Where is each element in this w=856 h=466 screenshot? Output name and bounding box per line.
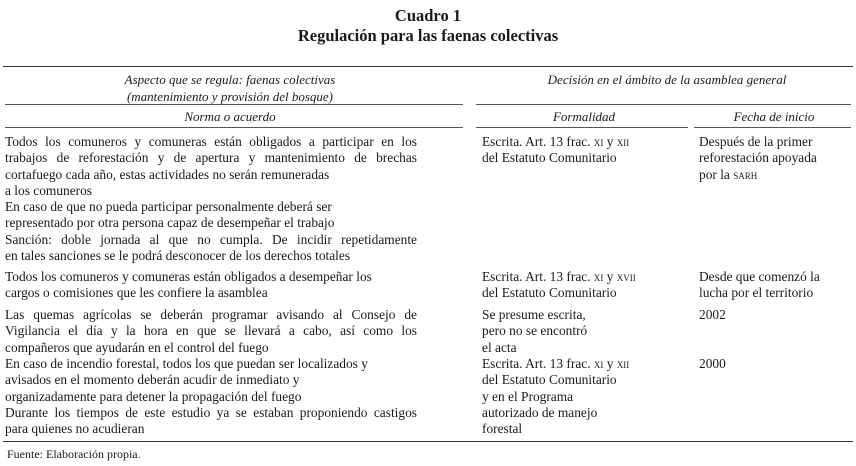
norma-line: a los comuneros [5,182,93,198]
header-aspecto-line1: Aspecto que se regula: faenas colectivas [124,72,336,87]
norma-line: En caso de incendio forestal, todos los que puedan ser localizados y [5,356,368,371]
table-row-2-norma [5,269,417,302]
formalidad-line: forestal [482,421,523,437]
norma-line: Las quemas agrícolas se deberán programar avisando al Consejo de [5,307,417,322]
formalidad-line: Escrita. Art. 13 frac. xi y xvii [482,269,636,284]
header-bottom-rule-right [694,127,851,128]
header-formalidad: Formalidad [552,109,616,124]
formalidad-line: Escrita. Art. 13 frac. xi y xii [482,134,630,149]
formalidad-line: autorizado de manejo [482,404,598,420]
norma-line: Todos los comuneros y comuneras están obligados a desempeñar los [5,269,372,284]
norma-line: representado por otra persona capaz de desempeñar el trabajo [5,215,335,231]
fecha-line: 2002 [699,307,726,322]
norma-line: organizadamente para detener la propagación del fuego [5,388,302,404]
table-row-4-formalidad [482,356,687,437]
formalidad-line: del Estatuto Comunitario [482,372,617,388]
table-subtitle: Regulación para las faenas colectivas [297,26,559,45]
top-rule [3,66,853,67]
formalidad-line: el acta [482,339,517,355]
header-bottom-rule-left [5,127,463,128]
norma-line: En caso de que no pueda participar personalmente deberá ser [5,199,332,215]
norma-line: cargos o comisiones que les confiere la asamblea [5,285,268,301]
header-aspecto-line2: (mantenimiento y provisión del bosque) [126,89,334,104]
header-fecha: Fecha de inicio [733,109,815,124]
table-row-4-norma [5,356,417,437]
table-title: Cuadro 1 [394,6,462,25]
norma-line: cortafuego cada año, estas actividades no serán remuneradas [5,166,330,182]
header-aspecto [60,71,400,105]
norma-line: trabajos de reforestación y de apertura y mantenimiento de brechas [5,150,417,166]
fecha-line: reforestación apoyada [699,150,817,166]
norma-line: avisados en el momento deberán acudir de inmediato y [5,372,300,388]
norma-line: Sanción: doble jornada al que no cumpla. De incidir repetidamente [5,231,417,247]
fecha-line: Después de la primer [699,134,813,149]
table-row-4-fecha [699,356,851,372]
header-bottom-rule-mid [476,127,688,128]
table-row-3-formalidad [482,307,687,356]
table-row-2-formalidad [482,269,687,302]
table-row-3-norma [5,307,417,356]
norma-line: en tales sanciones se le podrá desconocer de los derechos totales [5,248,351,264]
norma-line: para quienes no acudieran [5,421,145,437]
table-row-2-fecha [699,269,851,302]
source-note: Fuente: Elaboración propia. [7,447,141,461]
fecha-line: Desde que comenzó la [699,269,820,284]
table-row-1-fecha [699,134,851,183]
header-rule-left [5,104,463,105]
formalidad-line: Se presume escrita, [482,307,586,322]
fecha-line: 2000 [699,356,726,371]
formalidad-line: del Estatuto Comunitario [482,150,617,166]
header-decision: Decisión en el ámbito de la asamblea general [547,72,787,87]
table-row-1-formalidad [482,134,687,167]
header-norma: Norma o acuerdo [184,109,276,124]
table-row-1-norma [5,134,417,264]
table-row-3-fecha [699,307,851,323]
header-rule-right [476,104,851,105]
fecha-line: por la sarh [699,166,758,182]
norma-line: Todos los comuneros y comuneras están obligados a participar en los [5,134,417,149]
norma-line: compañeros que ayudarán en el control del fuego [5,339,269,355]
bottom-rule [3,441,853,442]
fecha-line: lucha por el territorio [699,285,814,301]
formalidad-line: del Estatuto Comunitario [482,285,617,301]
norma-line: Vigilancia el día y la hora en que se llevará a cabo, así como los [5,323,417,339]
formalidad-line: pero no se encontró [482,323,588,339]
norma-line: Durante los tiempos de este estudio ya se estaban proponiendo castigos [5,404,417,420]
formalidad-line: y en el Programa [482,388,574,404]
formalidad-line: Escrita. Art. 13 frac. xi y xii [482,356,630,371]
